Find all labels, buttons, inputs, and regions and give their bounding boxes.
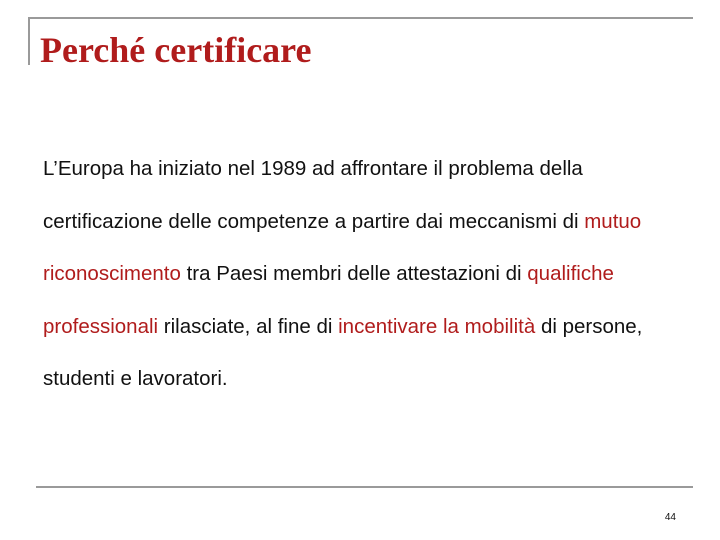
highlighted-term: qualifiche professionali: [43, 262, 614, 338]
highlighted-term: incentivare la mobilità: [338, 314, 536, 338]
body-text-segment: tra Paesi membri delle attestazioni di: [180, 262, 528, 285]
footer-rule: [36, 486, 693, 488]
slide-title: Perché certificare: [40, 30, 312, 70]
body-text-segment: L’Europa ha iniziato nel 1989 ad affrontare il problema della certificazione delle competenze a partire dai meccanismi di: [43, 157, 585, 233]
body-paragraph: [43, 143, 693, 406]
title-left-rule: [28, 17, 30, 65]
title-top-rule: [28, 17, 693, 19]
body-text-segment: di persone, studenti e lavoratori.: [43, 314, 643, 390]
page-number: 44: [664, 512, 676, 523]
body-text-segment: rilasciate, al fine di: [158, 314, 339, 338]
highlighted-term: mutuo riconoscimento: [43, 209, 642, 285]
